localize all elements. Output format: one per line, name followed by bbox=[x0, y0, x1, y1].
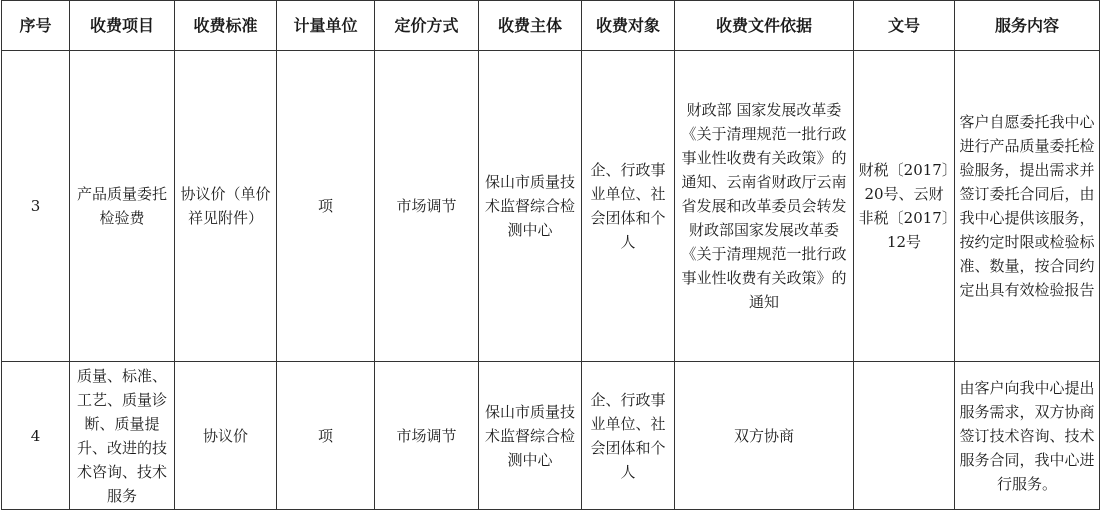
table-row bbox=[2, 362, 1100, 510]
cell-item: 质量、标准、工艺、质量诊断、质量提升、改进的技术咨询、技术服务 bbox=[70, 362, 175, 510]
header-item: 收费项目 bbox=[70, 1, 175, 51]
header-seq: 序号 bbox=[2, 1, 70, 51]
cell-unit: 项 bbox=[277, 362, 375, 510]
header-docno: 文号 bbox=[854, 1, 955, 51]
cell-standard: 协议价（单价祥见附件） bbox=[175, 51, 277, 362]
header-content: 服务内容 bbox=[955, 1, 1100, 51]
fee-table bbox=[1, 0, 1100, 510]
cell-item: 产品质量委托检验费 bbox=[70, 51, 175, 362]
cell-target: 企、行政事业单位、社会团体和个人 bbox=[582, 362, 675, 510]
header-subject: 收费主体 bbox=[479, 1, 582, 51]
cell-unit: 项 bbox=[277, 51, 375, 362]
cell-docno bbox=[854, 362, 955, 510]
cell-basis: 双方协商 bbox=[675, 362, 854, 510]
header-target: 收费对象 bbox=[582, 1, 675, 51]
table-row bbox=[2, 51, 1100, 362]
header-basis: 收费文件依据 bbox=[675, 1, 854, 51]
cell-subject: 保山市质量技术监督综合检测中心 bbox=[479, 362, 582, 510]
cell-pricing: 市场调节 bbox=[375, 51, 479, 362]
cell-content: 客户自愿委托我中心进行产品质量委托检验服务，提出需求并签订委托合同后，由我中心提供该服务，按约定时限或检验标准、数量，按合同约定出具有效检验报告 bbox=[955, 51, 1100, 362]
header-unit: 计量单位 bbox=[277, 1, 375, 51]
cell-seq: 3 bbox=[2, 51, 70, 362]
header-pricing: 定价方式 bbox=[375, 1, 479, 51]
cell-subject: 保山市质量技术监督综合检测中心 bbox=[479, 51, 582, 362]
cell-standard: 协议价 bbox=[175, 362, 277, 510]
cell-seq: 4 bbox=[2, 362, 70, 510]
cell-target: 企、行政事业单位、社会团体和个人 bbox=[582, 51, 675, 362]
header-standard: 收费标准 bbox=[175, 1, 277, 51]
cell-content: 由客户向我中心提出服务需求，双方协商签订技术咨询、技术服务合同，我中心进行服务。 bbox=[955, 362, 1100, 510]
cell-pricing: 市场调节 bbox=[375, 362, 479, 510]
header-row bbox=[2, 1, 1100, 51]
cell-basis: 财政部 国家发展改革委《关于清理规范一批行政事业性收费有关政策》的通知、云南省财政厅云南省发展和改革委员会转发财政部国家发展改革委《关于清理规范一批行政事业性收费有关政策》的通知 bbox=[675, 51, 854, 362]
cell-docno: 财税〔2017〕20号、云财非税〔2017〕12号 bbox=[854, 51, 955, 362]
